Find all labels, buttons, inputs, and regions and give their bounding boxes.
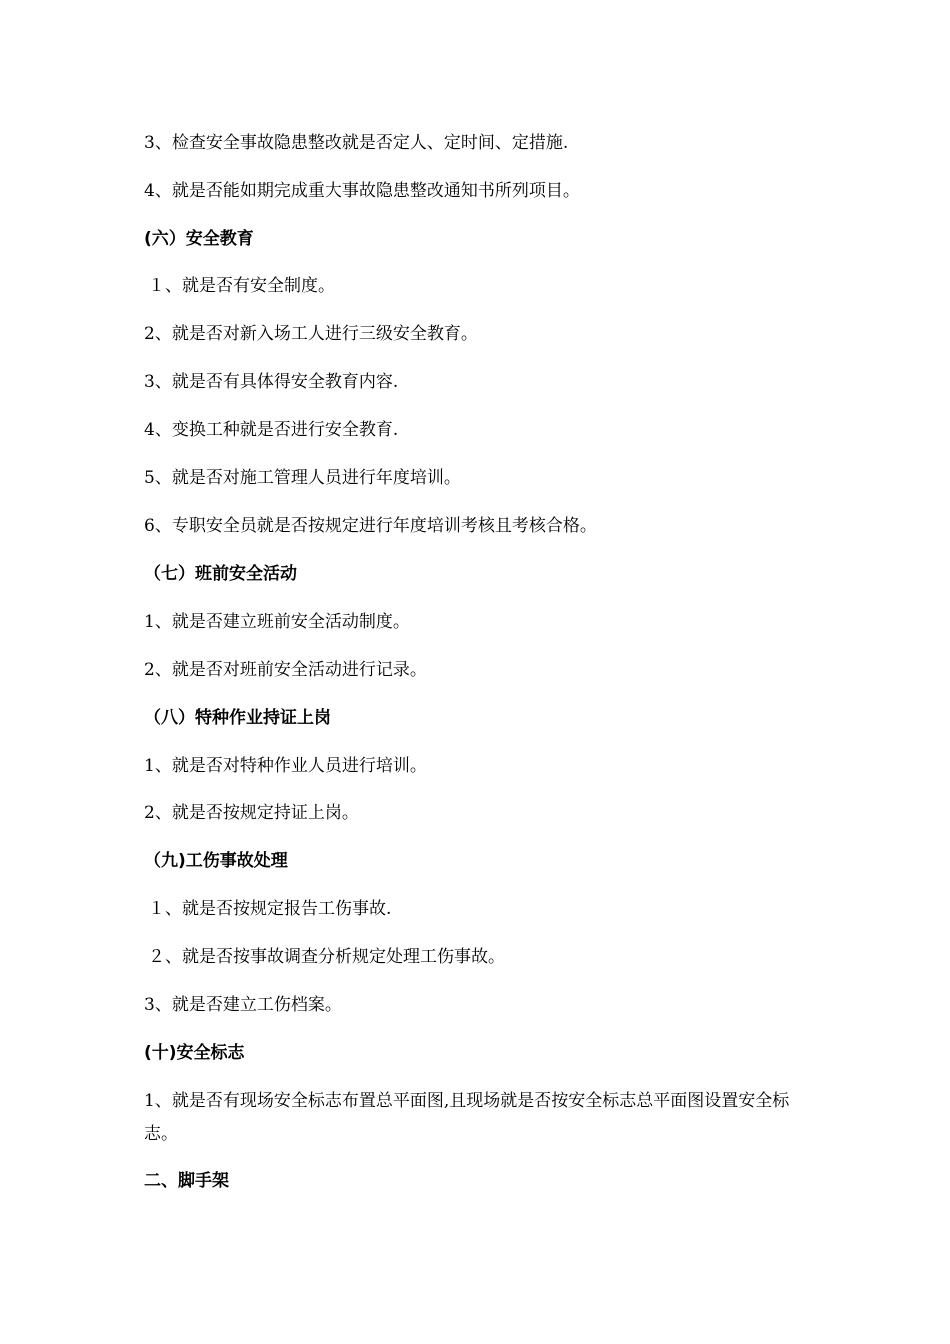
checklist-item: 5、就是否对施工管理人员进行年度培训。 [144, 468, 461, 488]
section-heading: (十)安全标志 [144, 1043, 245, 1063]
checklist-item: 4、就是否能如期完成重大事故隐患整改通知书所列项目。 [144, 181, 580, 201]
checklist-item: １、就是否有安全制度。 [148, 276, 335, 296]
checklist-item: 3、就是否建立工伤档案。 [144, 995, 342, 1015]
section-heading: （八）特种作业持证上岗 [144, 708, 331, 728]
checklist-item: １、就是否按规定报告工伤事故. [148, 899, 392, 919]
checklist-item: 2、就是否对新入场工人进行三级安全教育。 [144, 324, 478, 344]
checklist-item: 1、就是否有现场安全标志布置总平面图,且现场就是否按安全标志总平面图设置安全标志。 [144, 1091, 790, 1144]
section-heading: （九)工伤事故处理 [144, 851, 288, 871]
checklist-item: 2、就是否对班前安全活动进行记录。 [144, 660, 427, 680]
checklist-item: 3、检查安全事故隐患整改就是否定人、定时间、定措施. [144, 133, 569, 153]
checklist-item: 1、就是否建立班前安全活动制度。 [144, 612, 410, 632]
checklist-item: 4、变换工种就是否进行安全教育. [144, 420, 399, 440]
checklist-item: 6、专职安全员就是否按规定进行年度培训考核且考核合格。 [144, 516, 597, 536]
checklist-item: ２、就是否按事故调查分析规定处理工伤事故。 [148, 947, 505, 967]
checklist-item: 3、就是否有具体得安全教育内容. [144, 372, 399, 392]
checklist-item: 2、就是否按规定持证上岗。 [144, 803, 359, 823]
section-heading: （七）班前安全活动 [144, 564, 297, 584]
section-heading: (六）安全教育 [144, 229, 254, 249]
section-heading: 二、脚手架 [144, 1171, 229, 1191]
checklist-item: 1、就是否对特种作业人员进行培训。 [144, 756, 427, 776]
